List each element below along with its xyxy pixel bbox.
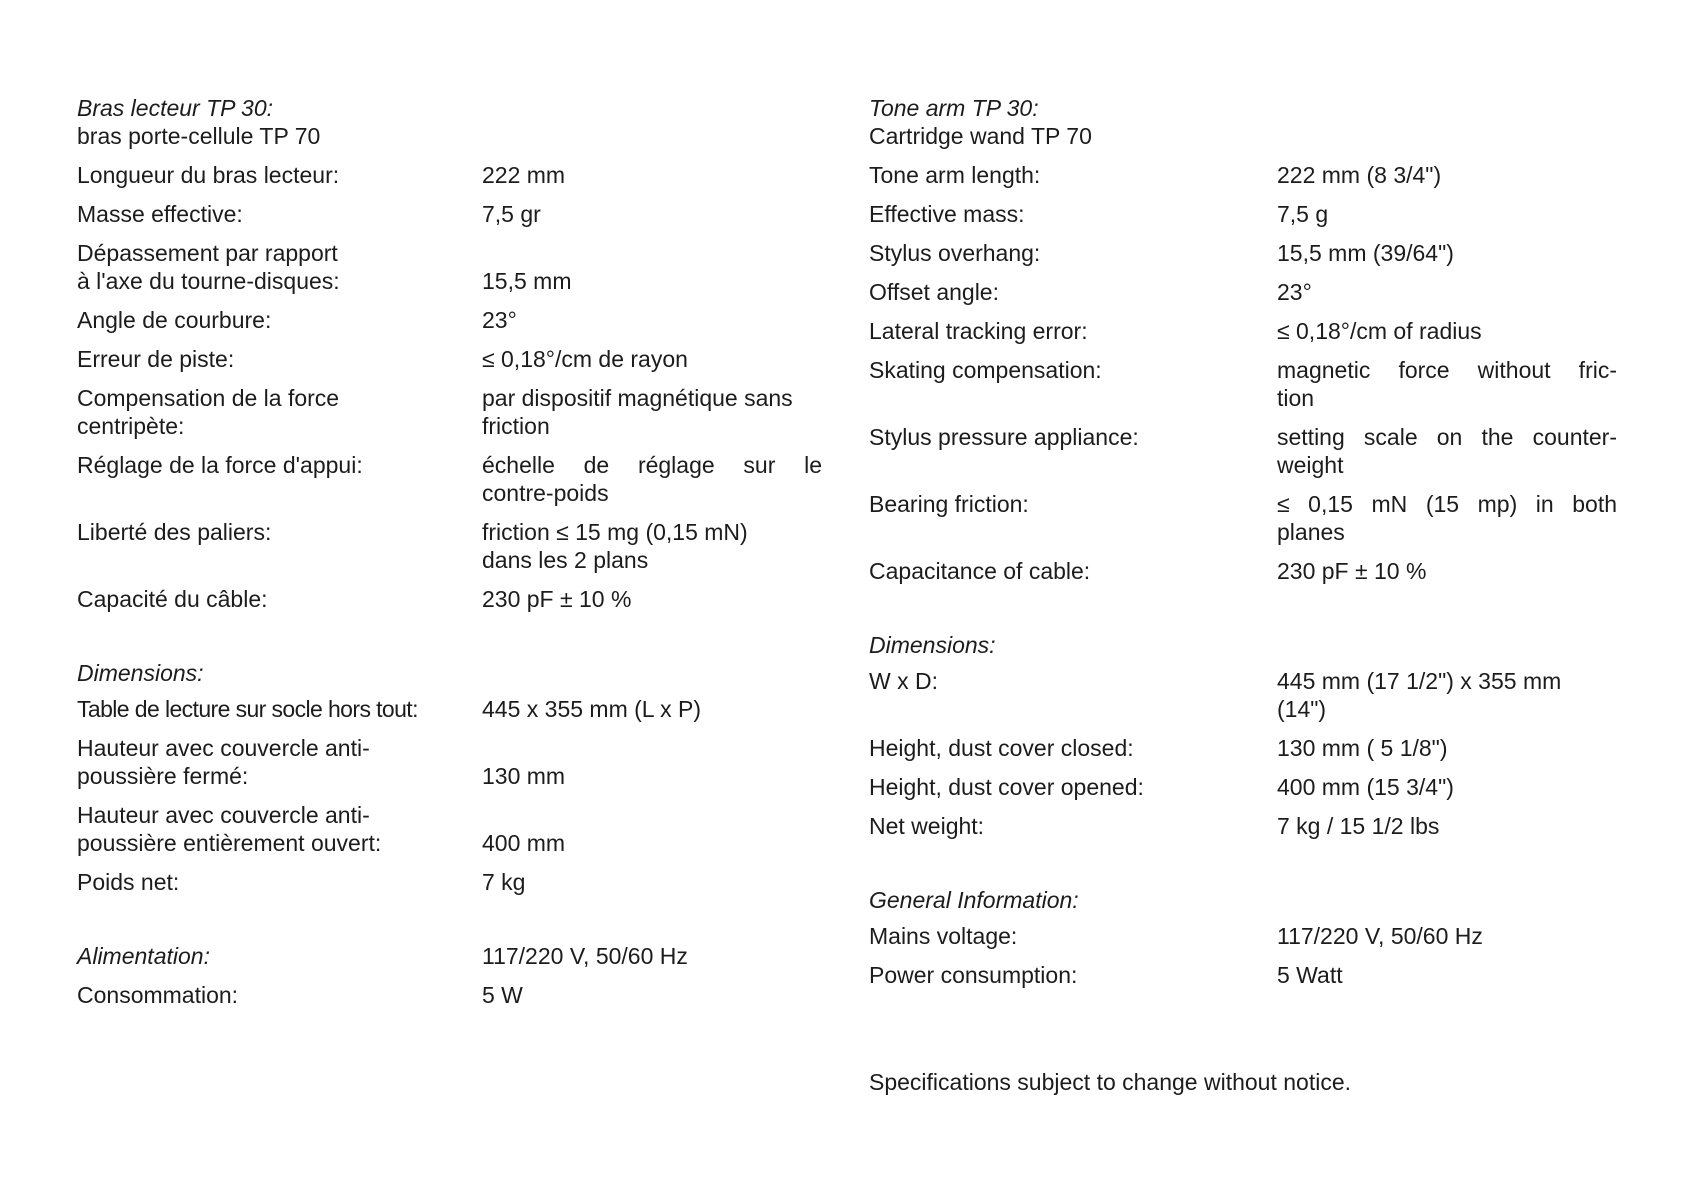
spec-value-line: tion <box>1277 385 1315 411</box>
spec-row <box>869 278 1629 306</box>
spec-label: Angle de courbure: <box>77 307 272 333</box>
spec-label-line: Dépassement par rapport <box>77 240 338 266</box>
spec-value-line: magnetic force without fric- <box>1277 357 1617 383</box>
dimension-label: Table de lecture sur socle hors tout: <box>77 696 418 722</box>
dimensions-heading: Dimensions: <box>77 660 204 686</box>
dimension-row <box>77 734 837 790</box>
dimension-row <box>77 801 837 857</box>
dimension-value: 7 kg / 15 1/2 lbs <box>1277 813 1440 839</box>
general-row <box>869 922 1629 950</box>
general-value: 5 Watt <box>1277 962 1343 988</box>
dimension-label-line: poussière entièrement ouvert: <box>77 830 382 856</box>
power-row <box>77 942 837 970</box>
french-column <box>77 94 837 1009</box>
consumption-row <box>77 981 837 1009</box>
spec-value <box>482 518 822 574</box>
consumption-value: 5 W <box>482 982 523 1008</box>
general-label: Mains voltage: <box>869 923 1018 949</box>
spec-row <box>77 306 837 334</box>
spec-value: ≤ 0,18°/cm de rayon <box>482 346 688 372</box>
spec-value-line: échelle de réglage sur le <box>482 452 822 478</box>
spec-value: 15,5 mm (39/64") <box>1277 240 1454 266</box>
spec-value: 7,5 gr <box>482 201 541 227</box>
spec-value-line: dans les 2 plans <box>482 547 649 573</box>
spec-row <box>77 200 837 228</box>
spec-row <box>77 161 837 189</box>
dimension-value: 7 kg <box>482 869 526 895</box>
spec-value: 222 mm (8 3/4") <box>1277 162 1442 188</box>
dimension-label <box>77 801 482 857</box>
spec-value-line: weight <box>1277 452 1344 478</box>
power-heading: Alimentation: <box>77 943 210 969</box>
spec-label: Stylus pressure appliance: <box>869 424 1139 450</box>
spec-label: Effective mass: <box>869 201 1025 227</box>
dimension-row <box>869 812 1629 840</box>
spec-label-line: Compensation de la force <box>77 385 340 411</box>
spec-row <box>869 200 1629 228</box>
spec-label: Bearing friction: <box>869 491 1029 517</box>
general-row <box>869 961 1629 989</box>
spec-value: 230 pF ± 10 % <box>1277 558 1427 584</box>
spec-label: Lateral tracking error: <box>869 318 1088 344</box>
spec-row <box>869 239 1629 267</box>
spec-value: 23° <box>482 307 517 333</box>
dimension-label <box>77 734 482 790</box>
spec-row <box>869 161 1629 189</box>
dimension-value-line: 445 mm (17 1/2") x 355 mm <box>1277 668 1562 694</box>
dimensions-heading: Dimensions: <box>869 632 996 658</box>
spec-value <box>482 451 822 507</box>
dimension-value-line: (14") <box>1277 696 1327 722</box>
spec-value: 222 mm <box>482 162 566 188</box>
spec-label: Liberté des paliers: <box>77 519 272 545</box>
spec-value-line: setting scale on the counter- <box>1277 424 1617 450</box>
spec-value-line: contre-poids <box>482 480 609 506</box>
spec-value <box>1277 356 1617 412</box>
spec-row <box>77 451 837 507</box>
consumption-label: Consommation: <box>77 982 239 1008</box>
dimension-row <box>77 695 837 723</box>
dimension-row <box>869 734 1629 762</box>
dimension-value: 445 x 355 mm (L x P) <box>482 696 702 722</box>
spec-row <box>869 557 1629 585</box>
spec-label: Tone arm length: <box>869 162 1041 188</box>
spec-label <box>77 239 482 295</box>
spec-label-line: à l'axe du tourne-disques: <box>77 268 340 294</box>
spec-value: 7,5 g <box>1277 201 1329 227</box>
spec-row <box>77 518 837 574</box>
general-value: 117/220 V, 50/60 Hz <box>1277 923 1483 949</box>
spec-row <box>869 356 1629 412</box>
spec-label: Capacitance of cable: <box>869 558 1091 584</box>
spec-row <box>869 423 1629 479</box>
spec-label: Longueur du bras lecteur: <box>77 162 340 188</box>
spec-row <box>869 317 1629 345</box>
dimension-row <box>77 868 837 896</box>
tonearm-subheading: bras porte-cellule TP 70 <box>77 123 321 149</box>
spec-value-line: friction <box>482 413 550 439</box>
spec-value-line: planes <box>1277 519 1345 545</box>
dimension-label-line: poussière fermé: <box>77 763 249 789</box>
tonearm-heading: Tone arm TP 30: <box>869 95 1039 121</box>
tonearm-heading: Bras lecteur TP 30: <box>77 95 274 121</box>
tonearm-subheading: Cartridge wand TP 70 <box>869 123 1092 149</box>
spec-label: Erreur de piste: <box>77 346 235 372</box>
spec-label <box>77 384 482 440</box>
dimension-value: 400 mm <box>482 830 566 856</box>
general-info-heading: General Information: <box>869 887 1079 913</box>
dimension-row <box>869 667 1629 723</box>
spec-label: Réglage de la force d'appui: <box>77 452 363 478</box>
footer-note: Specifications subject to change without notice. <box>869 1069 1352 1095</box>
spec-label: Stylus overhang: <box>869 240 1041 266</box>
spec-value <box>1277 423 1617 479</box>
dimension-value: 130 mm <box>482 763 566 789</box>
dimension-row <box>869 773 1629 801</box>
spec-value-line: ≤ 0,15 mN (15 mp) in both <box>1277 491 1617 517</box>
dimension-label: Height, dust cover opened: <box>869 774 1144 800</box>
spec-row <box>77 585 837 613</box>
spec-value <box>1277 490 1617 546</box>
dimension-value: 400 mm (15 3/4") <box>1277 774 1454 800</box>
spec-value-line: friction ≤ 15 mg (0,15 mN) <box>482 519 748 545</box>
general-label: Power consumption: <box>869 962 1078 988</box>
dimension-value <box>1277 667 1617 723</box>
spec-value: ≤ 0,18°/cm of radius <box>1277 318 1482 344</box>
dimension-label-line: Hauteur avec couvercle anti- <box>77 802 370 828</box>
dimension-label: Net weight: <box>869 813 985 839</box>
spec-value <box>482 384 822 440</box>
spec-value: 230 pF ± 10 % <box>482 586 632 612</box>
power-value: 117/220 V, 50/60 Hz <box>482 943 688 969</box>
dimension-label: Height, dust cover closed: <box>869 735 1134 761</box>
english-column <box>869 94 1629 989</box>
dimension-value: 130 mm ( 5 1/8") <box>1277 735 1448 761</box>
spec-value: 23° <box>1277 279 1312 305</box>
spec-label: Capacité du câble: <box>77 586 268 612</box>
dimension-label-line: Hauteur avec couvercle anti- <box>77 735 370 761</box>
spec-row <box>77 345 837 373</box>
spec-row <box>869 490 1629 546</box>
spec-value-line: par dispositif magnétique sans <box>482 385 793 411</box>
spec-label: Masse effective: <box>77 201 243 227</box>
dimension-label: W x D: <box>869 668 938 694</box>
spec-label-line: centripète: <box>77 413 185 439</box>
dimension-label: Poids net: <box>77 869 180 895</box>
spec-value: 15,5 mm <box>482 268 572 294</box>
spec-label: Skating compensation: <box>869 357 1102 383</box>
spec-row <box>77 384 837 440</box>
spec-label: Offset angle: <box>869 279 999 305</box>
spec-row <box>77 239 837 295</box>
